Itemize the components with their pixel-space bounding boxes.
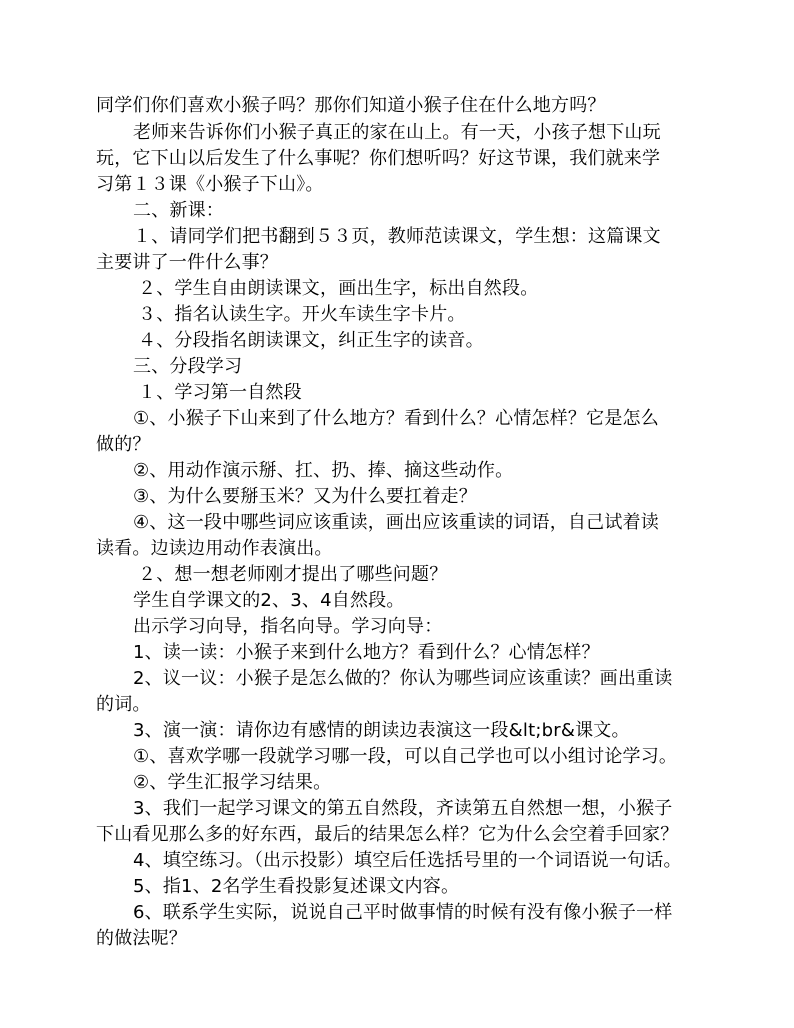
text-line-29: 下山看见那么多的好东西，最后的结果怎么样？它为什么会空着手回家？ [96,824,679,845]
text-line-15: ②、用动作演示掰、扛、扔、捧、摘这些动作。 [133,460,514,481]
text-line-13: ①、小猴子下山来到了什么地方？看到什么？心情怎样？它是怎么 [133,408,659,429]
text-line-28: 3、我们一起学习课文的第五自然段，齐读第五自然想一想，小猴子 [133,798,673,819]
text-line-16: ③、为什么要掰玉米？又为什么要扛着走？ [133,486,477,507]
text-line-19: ２、想一想老师刚才提出了哪些问题？ [138,564,448,585]
text-line-8: ２、学生自由朗读课文，画出生字，标出自然段。 [138,278,539,299]
text-line-31: 5、指1、2名学生看投影复述课文内容。 [133,876,460,897]
text-line-22: 1、读一读：小猴子来到什么地方？看到什么？心情怎样？ [133,642,600,663]
text-line-5: 二、新课： [133,200,224,221]
text-line-3: 玩，它下山以后发生了什么事呢？你们想听吗？好这节课，我们就来学 [96,148,661,169]
text-line-20: 学生自学课文的2、3、4自然段。 [133,590,405,611]
text-line-6: １、请同学们把书翻到５３页，教师范读课文，学生想：这篇课文 [133,226,661,247]
text-line-30: 4、填空练习。（出示投影）填空后任选括号里的一个词语说一句话。 [133,850,682,871]
text-line-12: １、学习第一自然段 [138,382,302,403]
text-line-33: 的做法呢？ [96,928,187,949]
text-line-25: 3、演一演：请你边有感情的朗读边表演这一段&lt;br&课文。 [133,720,630,741]
text-line-24: 的词。 [96,694,151,715]
text-line-26: ①、喜欢学哪一段就学习哪一段，可以自己学也可以小组讨论学习。 [133,746,678,767]
text-line-10: ４、分段指名朗读课文，纠正生字的读音。 [138,330,484,351]
text-line-2: 老师来告诉你们小猴子真正的家在山上。有一天，小孩子想下山玩 [133,122,661,143]
text-line-18: 读看。边读边用动作表演出。 [96,538,333,559]
text-line-9: ３、指名认读生字。开火车读生字卡片。 [138,304,466,325]
text-line-1: 同学们你们喜欢小猴子吗？那你们知道小猴子住在什么地方吗？ [96,95,606,116]
text-line-14: 做的？ [96,434,151,455]
text-line-11: 三、分段学习 [133,356,243,377]
text-line-27: ②、学生汇报学习结果。 [133,772,332,793]
text-line-21: 出示学习向导，指名向导。学习向导： [133,616,443,637]
text-line-32: 6、联系学生实际，说说自己平时做事情的时候有没有像小猴子一样 [133,902,673,923]
text-line-23: 2、议一议：小猴子是怎么做的？你认为哪些词应该重读？画出重读 [133,668,673,689]
text-line-17: ④、这一段中哪些词应该重读，画出应该重读的词语，自己试着读 [133,512,659,533]
text-line-4: 习第１３课《小猴子下山》。 [96,174,324,195]
text-line-7: 主要讲了一件什么事？ [96,252,278,273]
